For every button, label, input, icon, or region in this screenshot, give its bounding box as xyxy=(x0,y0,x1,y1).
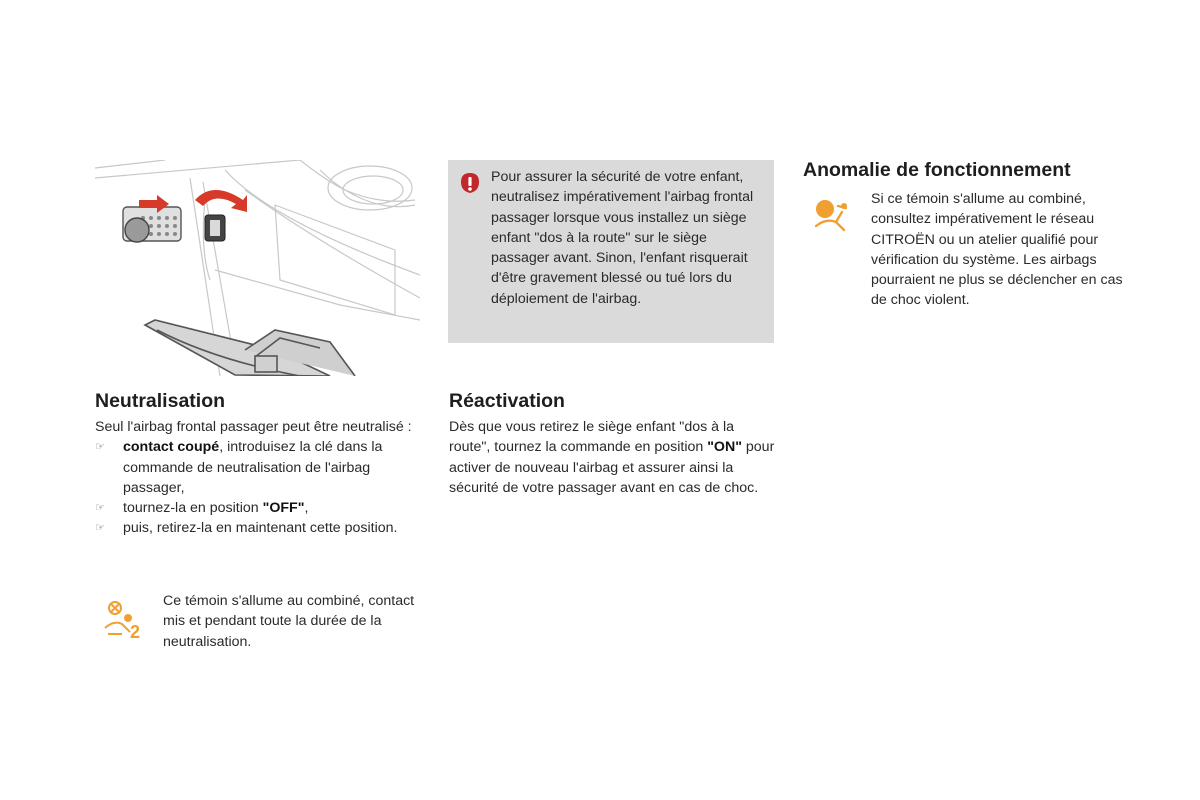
step-bold: contact coupé xyxy=(123,439,220,456)
warning-text: Pour assurer la sécurité de votre enfant, neutralisez impérativement l'airbag frontal passager lorsque vous installez un siège enfant "dos à la route" sur le siège passager avant. Sinon, l'enfant risquerait d'être gravement blessé ou tué lors du déploiement de l'airbag. xyxy=(491,169,754,307)
list-item xyxy=(95,437,415,498)
anomalie-text: Si ce témoin s'allume au combiné, consultez impérativement le réseau CITROËN ou un atelier qualifié pour vérification du système. Les airbags pourraient ne plus se déclencher en cas de choc violent. xyxy=(871,191,1123,309)
pointing-hand-icon: ☞ xyxy=(95,502,105,515)
step-text: , introduisez la clé dans la commande de neutralisation de l'airbag passager, xyxy=(123,439,383,496)
reactivation-text xyxy=(449,417,777,498)
reactivation-text-part: Dès que vous retirez le siège enfant "dos à la route", tournez la commande en position xyxy=(449,419,735,456)
reactivation-bold: "ON" xyxy=(707,439,742,456)
airbag-fault-indicator-icon xyxy=(812,196,852,236)
neutralisation-steps xyxy=(95,437,415,538)
indicator-text: Ce témoin s'allume au combiné, contact mis et pendant toute la durée de la neutralisation. xyxy=(163,593,415,650)
step-text: tournez-la en position xyxy=(123,500,263,517)
neutralisation-heading: Neutralisation xyxy=(95,390,226,412)
step-text: , xyxy=(304,500,309,517)
list-item xyxy=(95,498,415,518)
pointing-hand-icon: ☞ xyxy=(95,441,105,454)
warning-box xyxy=(448,160,774,343)
neutralisation-section xyxy=(95,417,415,539)
airbag-switch-illustration xyxy=(95,160,420,376)
step-text: puis, retirez-la en maintenant cette position. xyxy=(123,520,398,537)
pointing-hand-icon: ☞ xyxy=(95,522,105,535)
step-bold: "OFF" xyxy=(262,500,305,517)
reactivation-text-part: pour activer de nouveau l'airbag et assurer ainsi la sécurité de votre passager avant en cas de choc. xyxy=(449,439,775,496)
anomalie-heading: Anomalie de fonctionnement xyxy=(803,159,1071,181)
airbag-off-indicator-icon xyxy=(100,598,146,640)
list-item xyxy=(95,518,415,538)
neutralisation-intro: Seul l'airbag frontal passager peut être neutralisé : xyxy=(95,419,412,435)
key-switch-illustration xyxy=(95,160,420,376)
svg-text:2: 2 xyxy=(130,622,141,640)
exclamation-warning-icon xyxy=(460,172,480,199)
reactivation-heading: Réactivation xyxy=(449,390,565,412)
